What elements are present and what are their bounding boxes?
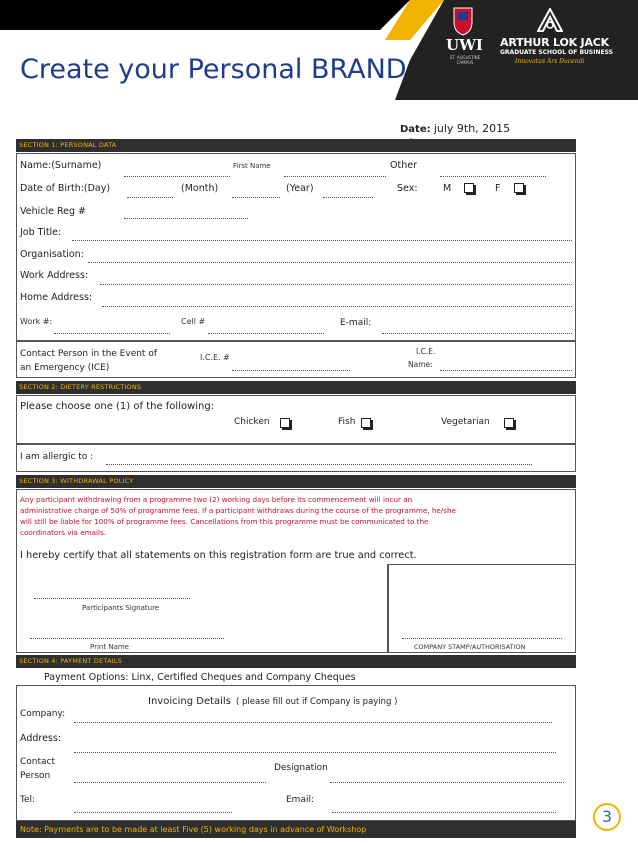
- contact-person-label-1: Contact: [20, 757, 56, 767]
- policy-line-4: coordinators via emails.: [20, 528, 107, 537]
- signature-label: Participants Signature: [82, 604, 160, 612]
- other-field[interactable]: [440, 176, 546, 177]
- dob-month-label: (Month): [181, 183, 219, 194]
- policy-line-3: will still be liable for 100% of programme fees. Cancellations from this programme must be communicated to the: [20, 517, 429, 526]
- policy-line-1: Any participant withdrawing from a programme two (2) working days before its commencement will incur an: [20, 495, 413, 504]
- stamp-label: COMPANY STAMP/AUTHORISATION: [414, 643, 526, 651]
- date-label: Date:: [400, 124, 431, 135]
- allergy-field[interactable]: [106, 464, 532, 465]
- payment-email-field[interactable]: [332, 812, 556, 813]
- surname-field[interactable]: [124, 176, 230, 177]
- section-2-bar: SECTION 2: DIETERY RESTRICTIONS: [16, 381, 576, 394]
- home-address-label: Home Address:: [20, 292, 93, 303]
- tel-label: Tel:: [20, 795, 36, 805]
- page-number-badge: [593, 803, 621, 831]
- section-4-bar: SECTION 4: PAYMENT DETAILS: [16, 655, 576, 668]
- print-name-label: Print Name: [90, 643, 129, 651]
- sex-f-label: F: [495, 183, 501, 194]
- school-subtitle: GRADUATE SCHOOL OF BUSINESS: [500, 49, 613, 56]
- diet-vegetarian-label: Vegetarian: [441, 417, 490, 427]
- diet-vegetarian-checkbox[interactable]: [504, 418, 514, 428]
- work-address-field[interactable]: [100, 284, 572, 285]
- cell-label: Cell #: [181, 317, 206, 326]
- work-number-field[interactable]: [54, 333, 170, 334]
- section-3-bar: SECTION 3: WITHDRAWAL POLICY: [16, 475, 576, 488]
- allergy-box: [16, 444, 576, 472]
- company-label: Company:: [20, 709, 66, 719]
- page-number: 3: [601, 807, 613, 826]
- ice-number-field[interactable]: [232, 370, 350, 371]
- contact-person-label-2: Person: [20, 771, 51, 781]
- dob-day-label: Date of Birth:(Day): [20, 183, 111, 194]
- sex-m-label: M: [443, 183, 452, 194]
- name-surname-label: Name:(Surname): [20, 160, 102, 171]
- ice-number-label: I.C.E. #: [200, 353, 230, 362]
- first-name-label: First Name: [233, 162, 271, 170]
- organisation-label: Organisation:: [20, 249, 84, 260]
- email-field[interactable]: [382, 333, 572, 334]
- signature-field[interactable]: [34, 598, 190, 599]
- address-field[interactable]: [74, 752, 556, 753]
- uwi-crest-icon: [452, 6, 474, 36]
- dob-year-label: (Year): [286, 183, 314, 194]
- header-banner: [0, 0, 638, 100]
- company-field[interactable]: [74, 722, 552, 723]
- stamp-field[interactable]: [402, 638, 562, 639]
- dob-day-field[interactable]: [127, 197, 173, 198]
- page-title: Create your Personal BRAND: [20, 54, 407, 85]
- diet-chicken-label: Chicken: [234, 417, 270, 427]
- diet-fish-label: Fish: [338, 417, 356, 427]
- invoicing-heading: [148, 689, 397, 708]
- date-block: [400, 122, 510, 135]
- designation-label: Designation: [274, 763, 328, 773]
- invoicing-note: ( please fill out if Company is paying ): [236, 697, 398, 707]
- signature-area: [16, 564, 388, 653]
- diet-fish-checkbox[interactable]: [361, 418, 371, 428]
- sex-f-checkbox[interactable]: [514, 183, 524, 193]
- payment-note: Note: Payments are to be made at least Five (5) working days in advance of Workshop: [20, 825, 367, 834]
- tel-field[interactable]: [74, 812, 232, 813]
- dob-year-field[interactable]: [323, 197, 373, 198]
- certify-statement: I hereby certify that all statements on this registration form are true and correct.: [20, 550, 417, 561]
- job-title-field[interactable]: [72, 240, 572, 241]
- policy-line-2: administrative charge of 50% of programme fees. If a participant withdraws during the course of the programme, he/she: [20, 506, 456, 515]
- withdrawal-policy-text: [20, 494, 572, 538]
- section-1-box: [16, 153, 576, 341]
- organisation-field[interactable]: [88, 262, 572, 263]
- vehicle-reg-label: Vehicle Reg #: [20, 206, 87, 217]
- school-name: ARTHUR LOK JACK: [500, 36, 609, 49]
- cell-field[interactable]: [208, 333, 324, 334]
- work-address-label: Work Address:: [20, 270, 89, 281]
- job-title-label: Job Title:: [20, 227, 62, 238]
- contact-person-field[interactable]: [74, 782, 266, 783]
- diet-prompt: Please choose one (1) of the following:: [20, 401, 215, 412]
- diet-chicken-checkbox[interactable]: [280, 418, 290, 428]
- stamp-area[interactable]: [388, 564, 576, 653]
- work-number-label: Work #:: [20, 317, 53, 326]
- designation-field[interactable]: [330, 782, 564, 783]
- ice-name-field[interactable]: [440, 370, 572, 371]
- invoicing-title: Invoicing Details: [148, 696, 231, 707]
- ice-name-label-1: I.C.E.: [416, 347, 436, 356]
- print-name-field[interactable]: [30, 638, 224, 639]
- date-value: july 9th, 2015: [433, 122, 511, 135]
- sex-m-checkbox[interactable]: [464, 183, 474, 193]
- school-motto: Innovatus Ars Ducendi: [515, 58, 585, 65]
- address-label: Address:: [20, 733, 62, 744]
- lok-jack-logo-icon: [537, 8, 563, 32]
- allergy-label: I am allergic to :: [20, 452, 94, 462]
- payment-email-label: Email:: [286, 795, 315, 805]
- home-address-field[interactable]: [102, 306, 572, 307]
- first-name-field[interactable]: [284, 176, 386, 177]
- ice-contact-label-2: an Emergency (ICE): [20, 363, 110, 373]
- uwi-logo-text: UWI: [446, 36, 483, 54]
- uwi-campus-text: ST. AUGUSTINE CAMPUS: [449, 55, 481, 65]
- sex-label: Sex:: [397, 183, 418, 194]
- payment-options: Payment Options: Linx, Certified Cheques and Company Cheques: [44, 672, 356, 683]
- dob-month-field[interactable]: [232, 197, 280, 198]
- section-1-bar: SECTION 1: PERSONAL DATA: [16, 139, 576, 152]
- email-label: E-mail:: [340, 318, 372, 328]
- other-label: Other: [390, 160, 417, 171]
- vehicle-reg-field[interactable]: [124, 218, 248, 219]
- ice-name-label-2: Name:: [408, 360, 433, 369]
- ice-contact-label-1: Contact Person in the Event of: [20, 349, 157, 359]
